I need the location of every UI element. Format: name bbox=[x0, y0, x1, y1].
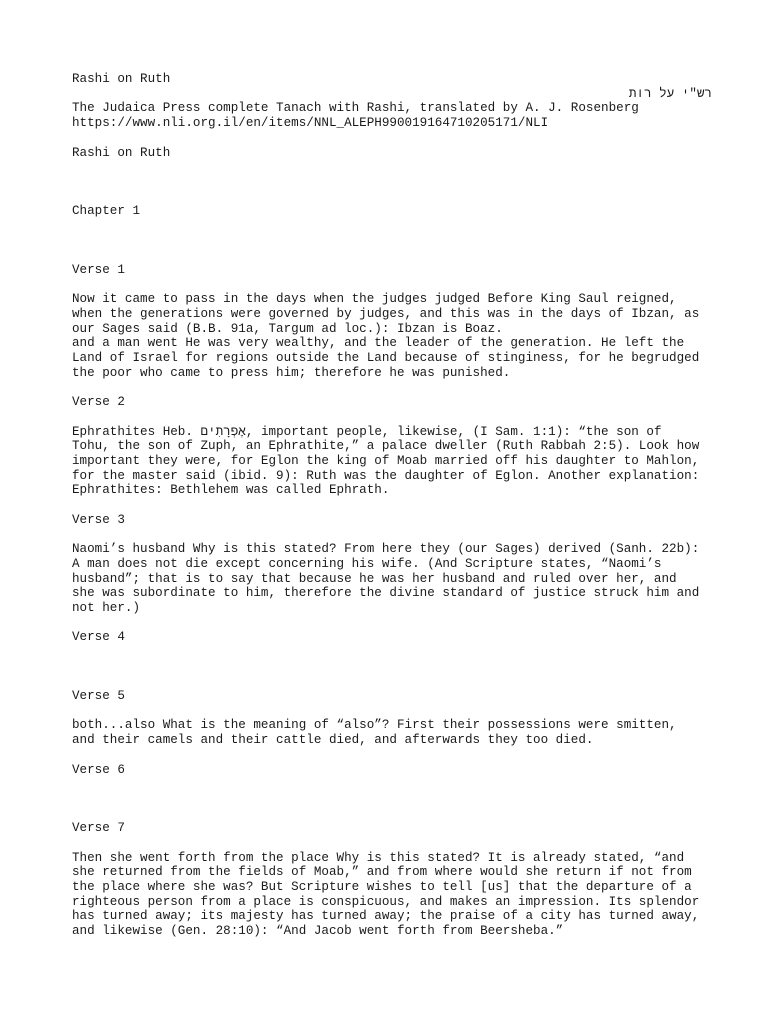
verse-7-commentary bbox=[72, 851, 712, 939]
verse-1-commentary bbox=[72, 292, 712, 380]
commentary-line: Then she went forth from the place Why is this stated? It is already stated, “and bbox=[72, 850, 685, 865]
commentary-line: husband”; that is to say that because he was her husband and ruled over her, and bbox=[72, 571, 677, 586]
commentary-line: Ephrathites: Bethlehem was called Ephrath. bbox=[72, 483, 390, 498]
verse-6-heading: Verse 6 bbox=[72, 762, 125, 777]
commentary-line: not her.) bbox=[72, 601, 141, 615]
commentary-line: for the master said (ibid. 9): Ruth was the daughter of Eglon. Another explanation: bbox=[72, 468, 700, 483]
commentary-line: righteous person from a place is conspicuous, and makes an impression. Its splendor bbox=[72, 894, 700, 909]
document-page bbox=[72, 72, 712, 939]
verse-5-commentary bbox=[72, 718, 712, 747]
commentary-line: has turned away; its majesty has turned away; the praise of a city has turned away, bbox=[72, 909, 700, 924]
document-subtitle: Rashi on Ruth bbox=[72, 145, 171, 160]
commentary-line: she returned from the fields of Moab,” and from where would she return if not from bbox=[72, 865, 692, 880]
commentary-line: Ephrathites Heb. אֶפְרָתִים, important people, likewise, (I Sam. 1:1): “the son of bbox=[72, 424, 662, 439]
verse-4-heading: Verse 4 bbox=[72, 630, 125, 645]
commentary-line: and likewise (Gen. 28:10): “And Jacob went forth from Beersheba.” bbox=[72, 924, 564, 939]
commentary-line: Land of Israel for regions outside the Land because of stinginess, for he begrudged bbox=[72, 351, 700, 366]
commentary-line: and their camels and their cattle died, and afterwards they too died. bbox=[72, 733, 594, 748]
commentary-line: A man does not die except concerning his wife. (And Scripture states, “Naomi’s bbox=[72, 556, 662, 571]
commentary-line: both...also What is the meaning of “also”? First their possessions were smitten, bbox=[72, 718, 677, 733]
commentary-line: the poor who came to press him; therefore he was punished. bbox=[72, 365, 511, 380]
commentary-line: Naomi’s husband Why is this stated? From here they (our Sages) derived (Sanh. 22b): bbox=[72, 542, 700, 557]
commentary-line: Tohu, the son of Zuph, an Ephrathite,” a palace dweller (Ruth Rabbah 2:5). Look how bbox=[72, 439, 700, 454]
commentary-line: and a man went He was very wealthy, and the leader of the generation. He left the bbox=[72, 336, 685, 351]
commentary-line: when the generations were governed by judges, and this was in the days of Ibzan, as bbox=[72, 307, 700, 321]
verse-2-heading: Verse 2 bbox=[72, 395, 125, 410]
header-translation-credit: The Judaica Press complete Tanach with Rashi, translated by A. J. Rosenberg bbox=[72, 101, 639, 116]
verse-7-heading: Verse 7 bbox=[72, 821, 125, 836]
commentary-line: important they were, for Eglon the king of Moab married off his daughter to Mahlon, bbox=[72, 454, 700, 468]
verse-3-commentary bbox=[72, 542, 712, 616]
verse-3-heading: Verse 3 bbox=[72, 512, 125, 527]
commentary-line: the place where she was? But Scripture wishes to tell [us] that the departure of a bbox=[72, 880, 692, 895]
verse-5-heading: Verse 5 bbox=[72, 689, 125, 704]
commentary-line: our Sages said (B.B. 91a, Targum ad loc.): Ibzan is Boaz. bbox=[72, 321, 503, 336]
document-header bbox=[72, 72, 712, 131]
verse-2-commentary bbox=[72, 425, 712, 499]
commentary-line: she was subordinate to him, therefore the divine standard of justice struck him and bbox=[72, 586, 700, 601]
header-source-url: https://www.nli.org.il/en/items/NNL_ALEPH990019164710205171/NLI bbox=[72, 116, 549, 131]
chapter-heading: Chapter 1 bbox=[72, 204, 141, 219]
header-title-hebrew: רש"י על רות bbox=[628, 86, 712, 101]
commentary-line: Now it came to pass in the days when the judges judged Before King Saul reigned, bbox=[72, 292, 677, 307]
header-title-english: Rashi on Ruth bbox=[72, 72, 171, 86]
verse-1-heading: Verse 1 bbox=[72, 262, 125, 277]
